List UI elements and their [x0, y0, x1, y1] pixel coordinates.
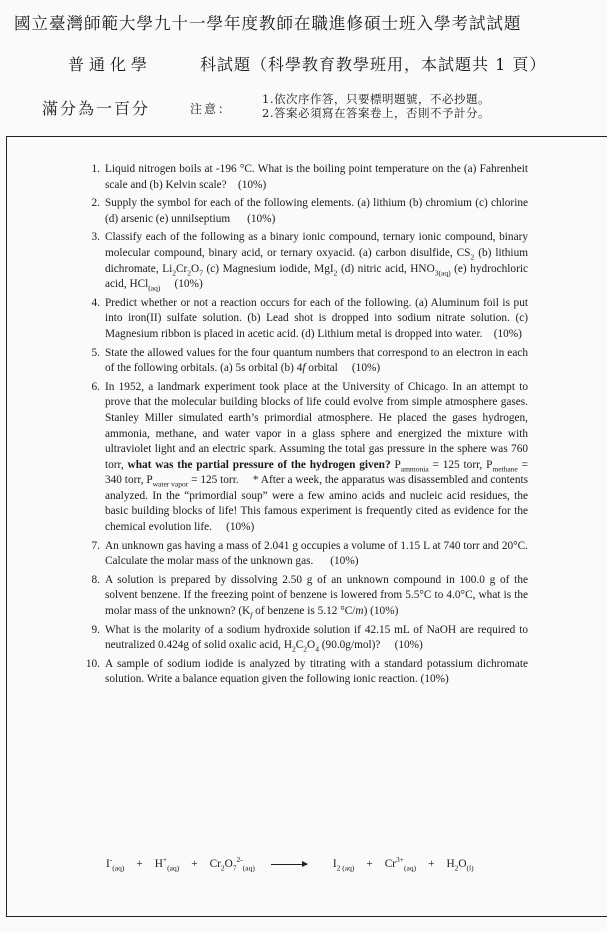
question-1 — [78, 162, 528, 193]
question-number: 9. — [91, 623, 100, 636]
question-number: 6. — [91, 380, 100, 393]
subject-name: 普通化學 — [68, 55, 153, 74]
question-number: 4. — [91, 296, 100, 309]
question-text: An unknown gas having a mass of 2.041 g occupies a volume of 1.15 L at 740 torr and 20°C. Calculate the molar mass of the unknown gas. (10%) — [105, 539, 528, 568]
full-score: 滿分為一百分 — [42, 99, 151, 118]
question-number: 8. — [91, 573, 100, 586]
reaction-arrow-icon — [271, 864, 307, 865]
question-5 — [78, 346, 528, 377]
question-6 — [78, 380, 528, 536]
frame-bottom-rule — [6, 916, 607, 917]
question-number: 5. — [91, 346, 100, 359]
product-3: $H_2O_{(l)}$ — [446, 858, 474, 873]
question-8 — [78, 573, 528, 620]
reactant-1: $I^-_{(aq)}$ — [106, 855, 125, 873]
plus-sign: + — [366, 858, 373, 870]
question-text: Liquid nitrogen boils at -196 °C. What is the boiling point temperature on the (a) Fahrenheit scale and (b) Kelvin scale? (10%) — [105, 163, 528, 191]
plus-sign: + — [191, 858, 198, 870]
question-text: What is the molarity of a sodium hydroxide solution if 42.15 mL of NaOH are required to neutralized 0.424g of solid oxalic acid, $H_2C_2O_4$ (90.0g/mol)? (10%) — [105, 623, 528, 654]
note-1: 1.依次序作答，只要標明題號，不必抄題。 — [262, 92, 490, 106]
question-3 — [78, 230, 528, 292]
question-text: Predict whether or not a reaction occurs for each of the following. (a) Aluminum foil is put into iron(II) sulfate solution. (b) Lead shot is dropped into sodium nitrate solution. (c) Magnesium ribbon is placed in acetic acid. (d) Lithium metal is dropped into water. (10%) — [105, 296, 528, 340]
question-9 — [78, 623, 528, 654]
question-10 — [78, 657, 528, 688]
question-7 — [78, 539, 528, 570]
question-text: A sample of sodium iodide is analyzed by titrating with a standard potassium dichromate solution. Write a balance equation given the following ionic reaction. (10%) — [105, 657, 528, 686]
ionic-equation — [106, 855, 546, 873]
exam-title: 國立臺灣師範大學九十一學年度教師在職進修碩士班入學考試試題 — [14, 14, 522, 33]
question-text: Supply the symbol for each of the following elements. (a) lithium (b) chromium (c) chlorine (d) arsenic (e) unnilseptium (10%) — [105, 197, 528, 225]
question-number: 7. — [91, 539, 100, 552]
product-2: $Cr^{3+}_{(aq)}$ — [384, 855, 417, 873]
notes-label: 注意： — [190, 102, 233, 116]
note-2: 2.答案必須寫在答案卷上，否則不予計分。 — [262, 106, 490, 120]
notes — [262, 92, 490, 120]
question-2 — [78, 196, 528, 227]
question-text: Classify each of the following as a binary ionic compound, ternary ionic compound, binary molecular compound, binary acid, or ternary oxyacid. (a) carbon disulfide, $CS_2$ (b) lithium dichromate, $Li_2Cr_2O_7$ (c) Magnesium iodide, MgI$_2$ (d) nitric acid, $HNO_{3(aq)}$ (e) hydrochloric acid, HCl$_{(aq)}$ (10%) — [105, 231, 528, 293]
question-number: 2. — [91, 197, 100, 210]
question-number: 1. — [91, 163, 100, 175]
question-list — [78, 162, 528, 691]
product-1: $I_{2 (aq)}$ — [332, 858, 355, 873]
question-text: State the allowed values for the four quantum numbers that correspond to an electron in each of the following orbitals. (a) 5s orbital (b) 4f orbital (10%) — [105, 346, 528, 375]
question-4 — [78, 296, 528, 343]
reactant-2: $H^+_{(aq)}$ — [154, 855, 180, 873]
frame-left-rule — [6, 136, 7, 916]
frame-top-rule — [6, 136, 607, 137]
exam-subtitle: 科試題（科學教育教學班用，本試題共 1 頁） — [200, 55, 547, 74]
question-number: 10. — [85, 657, 100, 670]
plus-sign: + — [136, 858, 143, 870]
question-text: A solution is prepared by dissolving 2.50 g of an unknown compound in 100.0 g of the solvent benzene. If the freezing point of benzene is lowered from 5.5°C to 4.0°C, what is the molar mass of the unknown? ($K_f$ of benzene is 5.12 °C/m) (10%) — [105, 573, 528, 620]
question-text: In 1952, a landmark experiment took place at the University of Chicago. In an attempt to prove that the molecular building blocks of life could evolve from simple atmosphere gases. Stanley Miller simulated earth’s primordial atmosphere. He placed the gases hydrogen, ammonia, methane, and water vapor in a glass sphere and energized the mixture with ultraviolet light and an electric spark. Assuming the total gas pressure in the sphere was 760 torr, what was the partial pressure of the hydrogen given? $P_{ammonia} = 125$ torr, $P_{methane} = 340$ torr, $P_{water vapor} = 125$ torr. * After a week, the apparatus was disassembled and contents analyzed. In the “primordial soup” were a few amino acids and nucleic acid residues, the basic building blocks of life! This famous experiment is frequently cited as evidence for the chemical evolution life. (10%) — [105, 380, 528, 534]
reactant-3: $Cr_2O_7^{2-}_{(aq)}$ — [209, 855, 255, 873]
plus-sign: + — [428, 858, 435, 870]
question-number: 3. — [91, 231, 100, 244]
